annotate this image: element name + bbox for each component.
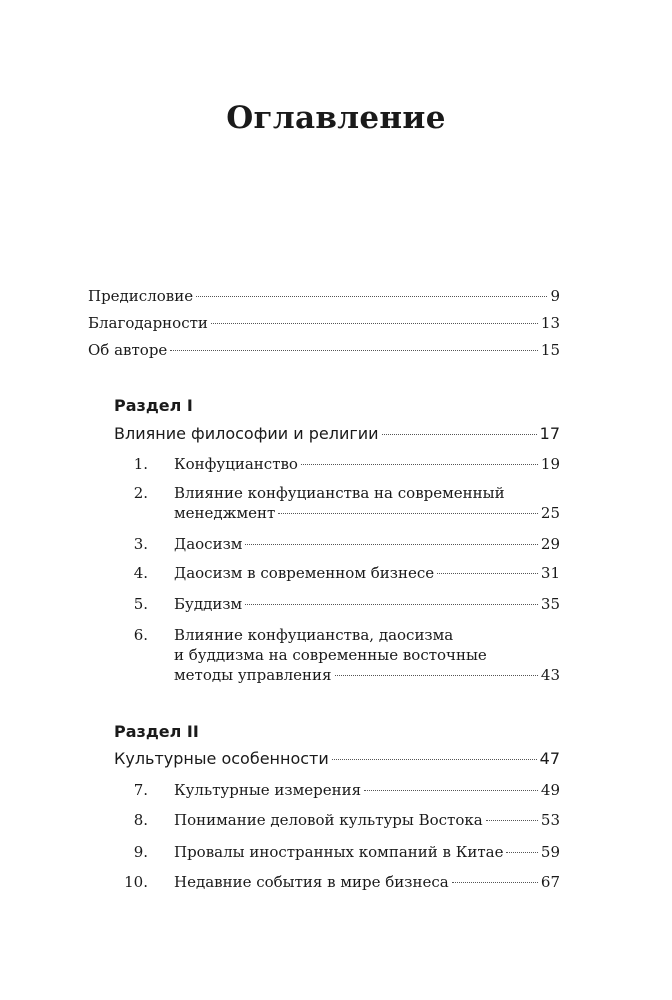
toc-entry-line: Влияние конфуцианства на современный	[174, 484, 505, 502]
toc-entry-label: Понимание деловой культуры Востока	[174, 811, 483, 829]
toc-entry-label: Буддизм	[174, 595, 243, 613]
toc-entry-label: Провалы иностранных компаний в Китае	[174, 843, 504, 861]
toc-page-number: 25	[540, 504, 560, 522]
toc-chapter-entry[interactable]	[174, 872, 560, 892]
chapter-number: 3.	[133, 535, 148, 553]
chapter-number: 4.	[133, 564, 148, 582]
dot-leader	[506, 852, 537, 853]
toc-page-number: 19	[540, 455, 560, 473]
toc-page-number: 31	[540, 564, 560, 582]
toc-entry-label: Даосизм	[174, 535, 243, 553]
dot-leader	[382, 434, 537, 435]
toc-page-number: 17	[539, 424, 560, 443]
dot-leader	[245, 544, 537, 545]
chapter-number: 2.	[133, 484, 148, 502]
dot-leader	[245, 604, 538, 605]
toc-section-title[interactable]	[114, 424, 560, 444]
toc-page-number: 9	[550, 287, 560, 305]
toc-entry-label: Влияние философии и религии	[114, 424, 379, 443]
toc-chapter-entry[interactable]	[174, 594, 560, 614]
toc-entry-preface[interactable]	[88, 286, 560, 306]
toc-entry-label: Недавние события в мире бизнеса	[174, 873, 449, 891]
toc-section-title[interactable]	[114, 749, 560, 769]
section-heading: Раздел I	[114, 396, 193, 415]
page-title: Оглавление	[226, 100, 446, 136]
toc-chapter-entry[interactable]	[174, 454, 560, 474]
section-heading: Раздел II	[114, 722, 199, 741]
toc-entry-acknowledgements[interactable]	[88, 313, 560, 333]
chapter-number: 1.	[133, 455, 148, 473]
dot-leader	[211, 323, 538, 324]
toc-entry-label: Культурные измерения	[174, 781, 362, 799]
toc-entry-label: методы управления	[174, 666, 332, 684]
dot-leader	[278, 513, 538, 514]
toc-entry-line: и буддизма на современные восточные	[174, 646, 487, 664]
toc-page-number: 47	[539, 749, 560, 768]
chapter-number: 7.	[133, 781, 148, 799]
chapter-number: 9.	[133, 843, 148, 861]
toc-entry-label: Даосизм в современном бизнесе	[174, 564, 435, 582]
toc-page-number: 67	[540, 873, 560, 891]
toc-chapter-entry[interactable]	[174, 810, 560, 830]
toc-entry-label: Конфуцианство	[174, 455, 298, 473]
dot-leader	[452, 882, 538, 883]
toc-page-number: 49	[540, 781, 560, 799]
dot-leader	[437, 573, 538, 574]
toc-page-number: 15	[540, 341, 560, 359]
dot-leader	[196, 296, 547, 297]
toc-entry-label: менеджмент	[174, 504, 276, 522]
toc-chapter-entry[interactable]	[174, 780, 560, 800]
dot-leader	[364, 790, 538, 791]
toc-page-number: 53	[540, 811, 560, 829]
toc-chapter-entry[interactable]	[174, 842, 560, 862]
dot-leader	[170, 350, 538, 351]
toc-chapter-entry[interactable]	[174, 503, 560, 523]
toc-page-number: 35	[540, 595, 560, 613]
chapter-number: 5.	[133, 595, 148, 613]
dot-leader	[486, 820, 538, 821]
dot-leader	[332, 759, 537, 760]
chapter-number: 8.	[133, 811, 148, 829]
toc-page-number: 29	[540, 535, 560, 553]
toc-page-number: 13	[540, 314, 560, 332]
toc-entry-label: Благодарности	[88, 314, 208, 332]
chapter-number: 6.	[133, 626, 148, 644]
chapter-number: 10.	[124, 873, 148, 891]
toc-entry-label: Об авторе	[88, 341, 168, 359]
toc-page-number: 43	[540, 666, 560, 684]
toc-entry-line: Влияние конфуцианства, даосизма	[174, 626, 454, 644]
dot-leader	[335, 675, 538, 676]
dot-leader	[301, 464, 538, 465]
toc-chapter-entry[interactable]	[174, 665, 560, 685]
toc-entry-label: Культурные особенности	[114, 749, 329, 768]
toc-chapter-entry[interactable]	[174, 534, 560, 554]
toc-chapter-entry[interactable]	[174, 563, 560, 583]
toc-page-number: 59	[540, 843, 560, 861]
toc-entry-about-author[interactable]	[88, 340, 560, 360]
toc-entry-label: Предисловие	[88, 287, 194, 305]
